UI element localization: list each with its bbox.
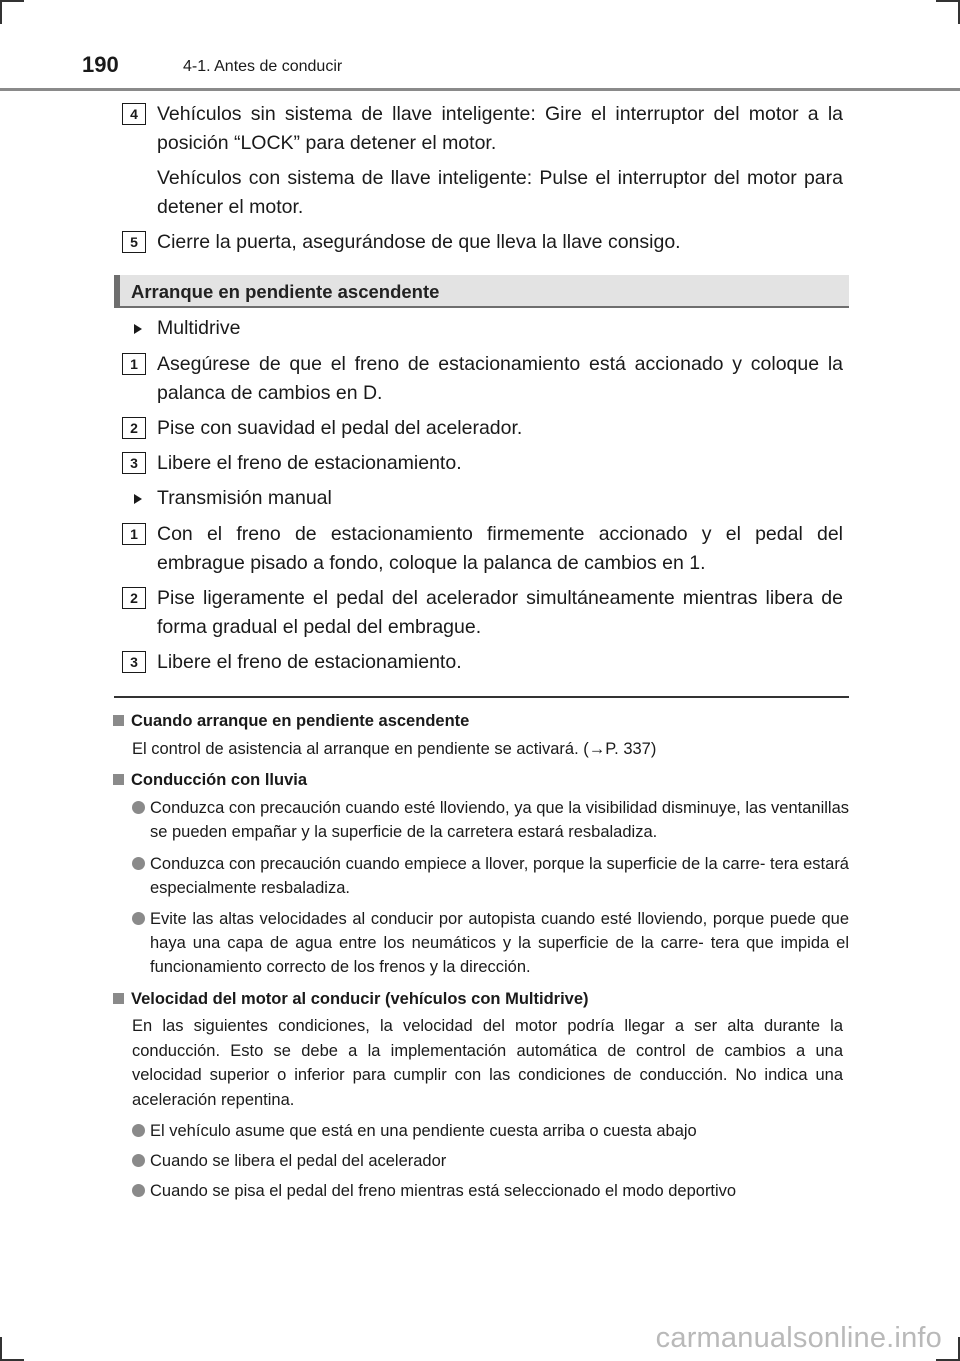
info-text: El control de asistencia al arranque en pendiente se activará. (→P. 337)	[132, 740, 657, 758]
bullet-item: Cuando se pisa el pedal del freno mientras está seleccionado el modo deportivo	[132, 1179, 849, 1203]
circle-bullet-icon	[132, 1184, 145, 1197]
step-text: Vehículos sin sistema de llave inteligente: Gire el interruptor del motor a la posición “LOCK” para detener el motor.	[157, 103, 843, 154]
crop-mark	[936, 0, 960, 2]
section-title: Arranque en pendiente ascendente	[131, 281, 440, 302]
step-number: 2	[122, 417, 146, 439]
triangle-bullet-icon	[134, 324, 142, 334]
circle-bullet-icon	[132, 1124, 145, 1137]
info-heading: Conducción con lluvia	[113, 769, 307, 791]
step-number: 2	[122, 587, 146, 609]
square-bullet-icon	[113, 993, 124, 1004]
info-text: En las siguientes condiciones, la velocidad del motor podría llegar a ser alta durante la conducción. Esto se debe a la implementación automática de control de cambios a una velocidad superior o inferior para cumplir con las condiciones de conducción. No indica una aceleración repentina.	[132, 1017, 843, 1109]
section-header	[114, 275, 849, 308]
circle-bullet-icon	[132, 1154, 145, 1167]
crop-mark	[0, 0, 24, 2]
step-text: Vehículos con sistema de llave inteligente: Pulse el interruptor del motor para detener el motor.	[157, 167, 843, 218]
step-number: 1	[122, 353, 146, 375]
step-number: 4	[122, 103, 146, 125]
crop-mark	[0, 0, 2, 24]
header-divider	[0, 88, 960, 91]
page-number: 190	[82, 52, 119, 77]
step-text: Pise ligeramente el pedal del acelerador simultáneamente mientras libera de forma gradual el pedal del embrague.	[157, 587, 843, 638]
step-text: Libere el freno de estacionamiento.	[157, 452, 462, 474]
step-number: 3	[122, 651, 146, 673]
chapter-title: 4-1. Antes de conducir	[183, 58, 343, 75]
square-bullet-icon	[113, 715, 124, 726]
step-number: 3	[122, 452, 146, 474]
square-bullet-icon	[113, 774, 124, 785]
subsection-label: Transmisión manual	[134, 484, 332, 513]
circle-bullet-icon	[132, 857, 145, 870]
bullet-item: El vehículo asume que está en una pendiente cuesta arriba o cuesta abajo	[132, 1119, 849, 1143]
bullet-item: Conduzca con precaución cuando esté lloviendo, ya que la visibilidad disminuye, las ventanillas se pueden empañar y la superficie de la carretera estará resbaladiza.	[132, 796, 849, 844]
bullet-item: Evite las altas velocidades al conducir por autopista cuando esté lloviendo, porque puede que haya una capa de agua entre los neumáticos y la superficie de la carre- tera que impida el funcionamiento correcto de los frenos y la dirección.	[132, 907, 849, 979]
step-text: Libere el freno de estacionamiento.	[157, 651, 462, 673]
step-text: Asegúrese de que el freno de estacionamiento está accionado y coloque la palanca de cambios en D.	[157, 353, 843, 404]
triangle-bullet-icon	[134, 494, 142, 504]
watermark: carmanualsonline.info	[655, 1322, 942, 1354]
bullet-item: Cuando se libera el pedal del acelerador	[132, 1149, 849, 1173]
step-text: Con el freno de estacionamiento firmemente accionado y el pedal del embrague pisado a fondo, coloque la palanca de cambios en 1.	[157, 523, 843, 574]
step-text: Cierre la puerta, asegurándose de que lleva la llave consigo.	[157, 231, 681, 253]
circle-bullet-icon	[132, 912, 145, 925]
subsection-label: Multidrive	[134, 314, 240, 343]
step-text: Pise con suavidad el pedal del acelerador.	[157, 417, 523, 439]
circle-bullet-icon	[132, 801, 145, 814]
section-accent	[114, 275, 120, 306]
crop-mark	[0, 1337, 2, 1361]
step-number: 1	[122, 523, 146, 545]
info-heading: Velocidad del motor al conducir (vehículos con Multidrive)	[113, 988, 589, 1010]
step-number: 5	[122, 231, 146, 253]
info-heading: Cuando arranque en pendiente ascendente	[113, 710, 469, 732]
bullet-item: Conduzca con precaución cuando empiece a llover, porque la superficie de la carre- tera estará especialmente resbaladiza.	[132, 852, 849, 900]
info-divider	[114, 696, 849, 698]
